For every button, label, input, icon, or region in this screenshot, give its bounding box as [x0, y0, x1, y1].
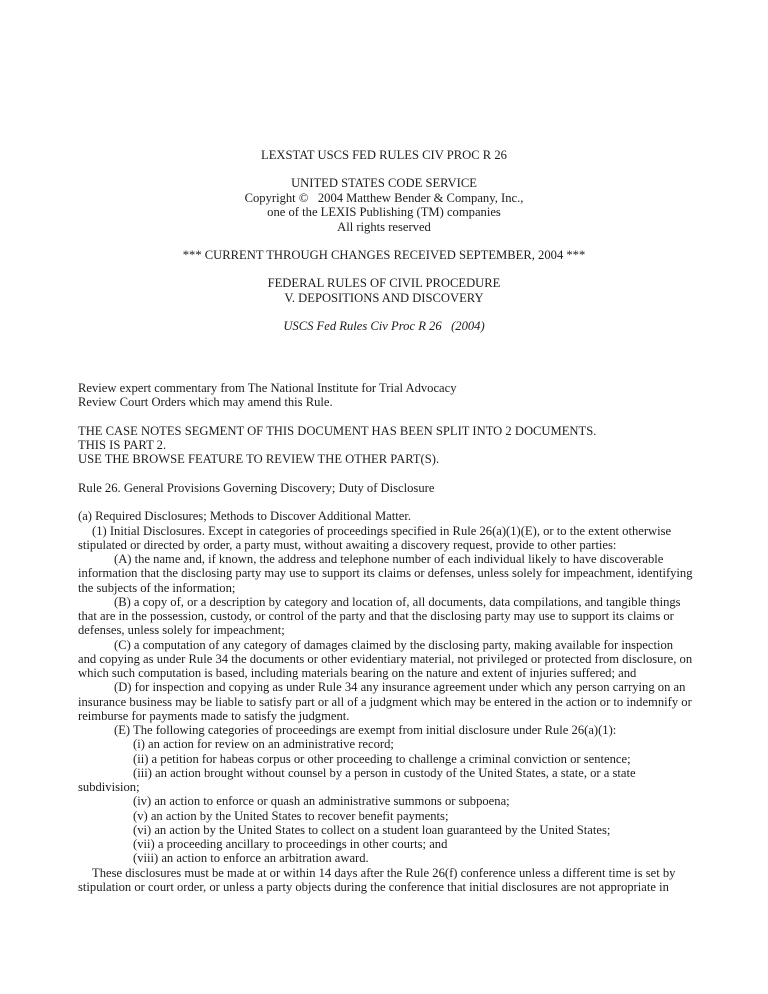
affiliation-line: one of the LEXIS Publishing (TM) companies	[267, 205, 501, 220]
paragraph-spacer	[78, 495, 694, 509]
rights-line: All rights reserved	[337, 219, 431, 234]
subsection-a-heading: (a) Required Disclosures; Methods to Discover Additional Matter.	[78, 509, 411, 524]
paragraph-a-1-C: (C) a computation of any category of damages claimed by the disclosing party, making available for inspection and copying as under Rule 34 the documents or other evidentiary material, not privileged or protected from disclosure, on which such computation is based, including materials bearing on the nature and extent of injuries suffered; and	[78, 637, 693, 680]
paragraph-spacer	[78, 467, 694, 481]
rules-title-line2: V. DEPOSITIONS AND DISCOVERY	[284, 290, 484, 305]
paragraph-a-1-A: (A) the name and, if known, the address and telephone number of each individual likely to have discoverable information that the disclosing party may use to support its claims or defenses, unless solely for impeachment, identifying the subjects of the information;	[78, 552, 693, 595]
copyright-line: Copyright © 2004 Matthew Bender & Company, Inc.,	[244, 190, 524, 205]
notice-review-commentary: Review expert commentary from The National Institute for Trial Advocacy	[78, 381, 457, 395]
masthead-spacer	[0, 305, 768, 319]
rules-title-line1: FEDERAL RULES OF CIVIL PROCEDURE	[267, 276, 501, 291]
exempt-item-i: (i) an action for review on an administrative record;	[133, 737, 394, 752]
notice-split-line1: THE CASE NOTES SEGMENT OF THIS DOCUMENT HAS BEEN SPLIT INTO 2 DOCUMENTS.	[78, 423, 597, 438]
masthead-spacer	[0, 262, 768, 276]
paragraph-a-1-D: (D) for inspection and copying as under Rule 34 any insurance agreement under which any person carrying on an insurance business may be liable to satisfy part or all of a judgment which may be entered in the action or to indemnify or reimburse for payments made to satisfy the judgment.	[78, 680, 692, 723]
document-body	[78, 381, 694, 894]
exempt-item-iii: (iii) an action brought without counsel by a person in custody of the United States, a state, or a state subdivision;	[78, 765, 636, 794]
notice-split-line3: USE THE BROWSE FEATURE TO REVIEW THE OTHER PART(S).	[78, 452, 440, 467]
exempt-item-iv: (iv) an action to enforce or quash an administrative summons or subpoena;	[133, 794, 510, 809]
exempt-item-ii: (ii) a petition for habeas corpus or other proceeding to challenge a criminal conviction or sentence;	[133, 751, 631, 766]
paragraph-a-1: (1) Initial Disclosures. Except in categories of proceedings specified in Rule 26(a)(1)(E), or to the extent otherwise stipulated or directed by order, a party must, without awaiting a discovery request, provide to other parties:	[78, 523, 672, 552]
exempt-item-vii: (vii) a proceeding ancillary to proceedings in other courts; and	[133, 837, 448, 851]
document-masthead	[0, 148, 768, 334]
exempt-item-v: (v) an action by the United States to recover benefit payments;	[133, 808, 449, 823]
exempt-item-vi: (vi) an action by the United States to collect on a student loan guaranteed by the United States;	[133, 822, 611, 837]
paragraph-spacer	[78, 410, 694, 424]
masthead-spacer	[0, 234, 768, 248]
notice-split-line2: THIS IS PART 2.	[78, 438, 167, 452]
paragraph-a-1-B: (B) a copy of, or a description by category and location of, all documents, data compilations, and tangible things that are in the possession, custody, or control of the party and that the disclosing party may use to support its claims or defenses, unless solely for impeachment;	[78, 594, 681, 638]
currency-note: *** CURRENT THROUGH CHANGES RECEIVED SEPTEMBER, 2004 ***	[182, 248, 586, 263]
rule-heading: Rule 26. General Provisions Governing Discovery; Duty of Disclosure	[78, 480, 435, 495]
notice-review-orders: Review Court Orders which may amend this Rule.	[78, 395, 333, 410]
paragraph-a-1-E: (E) The following categories of proceedings are exempt from initial disclosure under Rule 26(a)(1):	[114, 723, 617, 737]
publication-name: UNITED STATES CODE SERVICE	[291, 176, 477, 191]
closing-paragraph: These disclosures must be made at or within 14 days after the Rule 26(f) conference unless a different time is set by stipulation or court order, or unless a party objects during the conference that initial disclosures are not appropriate in	[78, 865, 676, 894]
exempt-item-viii: (viii) an action to enforce an arbitration award.	[133, 851, 369, 866]
lexstat-citation-line: LEXSTAT USCS FED RULES CIV PROC R 26	[261, 148, 507, 162]
masthead-spacer	[0, 162, 768, 176]
statute-citation: USCS Fed Rules Civ Proc R 26 (2004)	[283, 319, 485, 334]
